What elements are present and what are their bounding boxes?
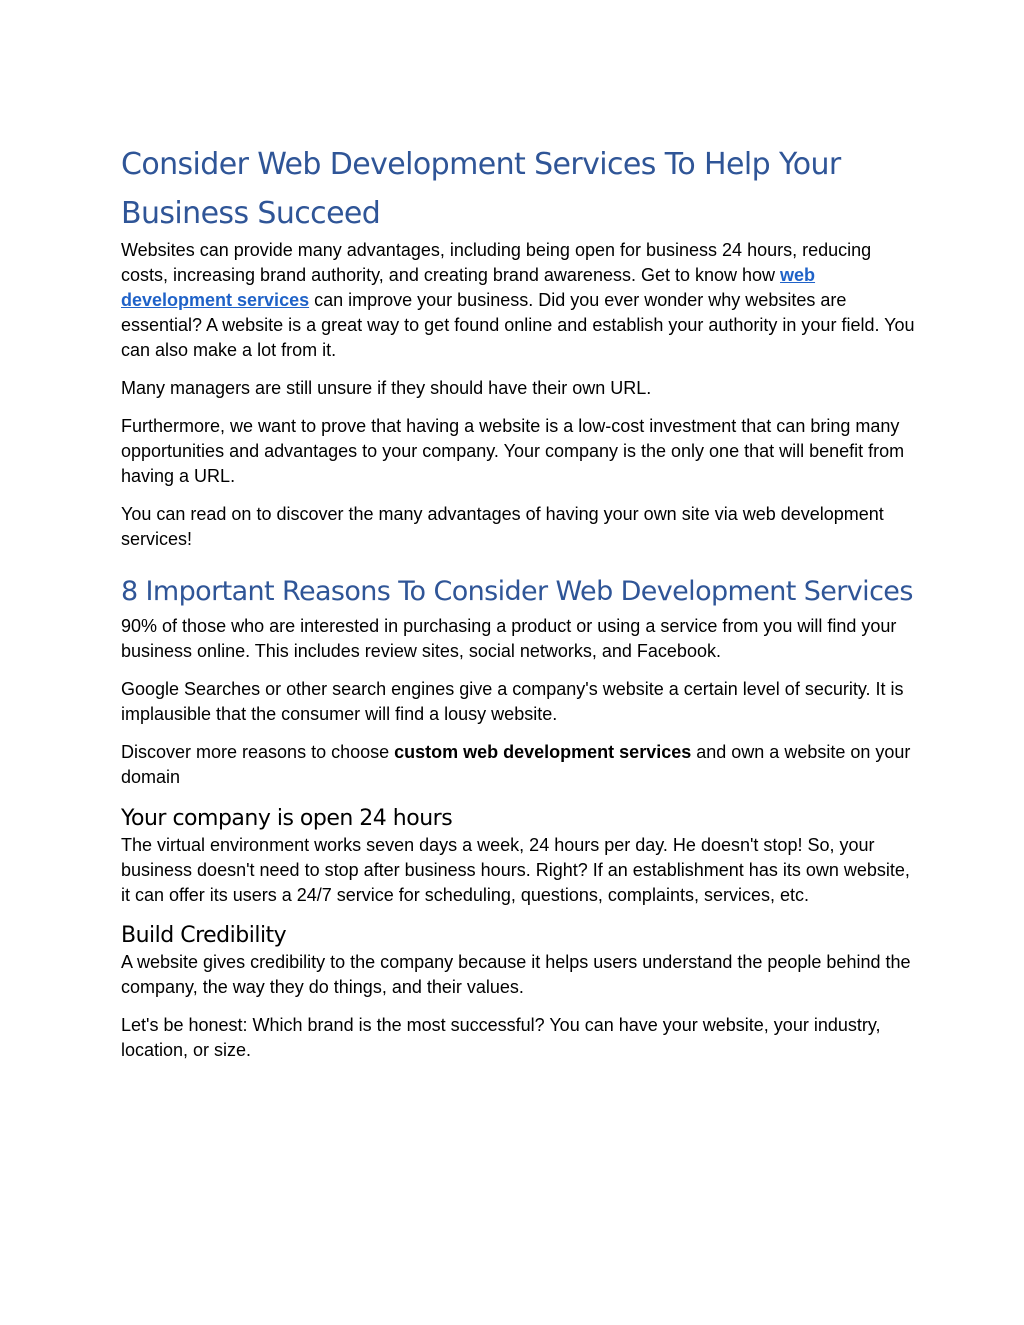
reasons-paragraph-2: Google Searches or other search engines give a company's website a certain level of security. It is implausible that the consumer will find a lousy website. [121,679,904,724]
reasons-text-after-bold: and own a website on your domain [121,742,911,787]
reasons-heading: 8 Important Reasons To Consider Web Development Services [121,576,913,607]
page-title: Consider Web Development Services To Help Your Business Succeed [121,147,841,231]
intro-paragraph-1 [121,238,921,363]
reasons-text-before-bold: Discover more reasons to choose [121,742,395,762]
intro-paragraph-4: You can read on to discover the many advantages of having your own site via web development services! [121,504,884,549]
intro-text-after-link: can improve your business. Did you ever wonder why websites are essential? A website is a great way to get found online and establish your authority in your field. You can also make a lot from it. [121,290,915,360]
reasons-paragraph-3 [121,740,921,790]
intro-text-before-link: Websites can provide many advantages, including being open for business 24 hours, reducing costs, increasing brand authority, and creating brand awareness. Get to know how [121,240,872,285]
web-development-services-link[interactable]: web development services [121,265,816,310]
credibility-paragraph-1: A website gives credibility to the company because it helps users understand the people behind the company, the way they do things, and their values. [121,952,911,997]
document-page [121,140,921,1076]
reasons-paragraph-1: 90% of those who are interested in purchasing a product or using a service from you will find your business online. This includes review sites, social networks, and Facebook. [121,616,897,661]
intro-paragraph-3: Furthermore, we want to prove that having a website is a low-cost investment that can bring many opportunities and advantages to your company. Your company is the only one that will benefit from having a URL. [121,416,905,486]
open-24-hours-paragraph: The virtual environment works seven days a week, 24 hours per day. He doesn't stop! So, your business doesn't need to stop after business hours. Right? If an establishment has its own website, it can offer its users a 24/7 service for scheduling, questions, complaints, services, etc. [121,835,910,905]
open-24-hours-heading: Your company is open 24 hours [121,806,453,831]
build-credibility-heading: Build Credibility [121,923,287,948]
credibility-paragraph-2: Let's be honest: Which brand is the most successful? You can have your website, your industry, location, or size. [121,1015,881,1060]
intro-paragraph-2: Many managers are still unsure if they should have their own URL. [121,378,652,398]
custom-web-development-bold: custom web development services [394,742,692,762]
